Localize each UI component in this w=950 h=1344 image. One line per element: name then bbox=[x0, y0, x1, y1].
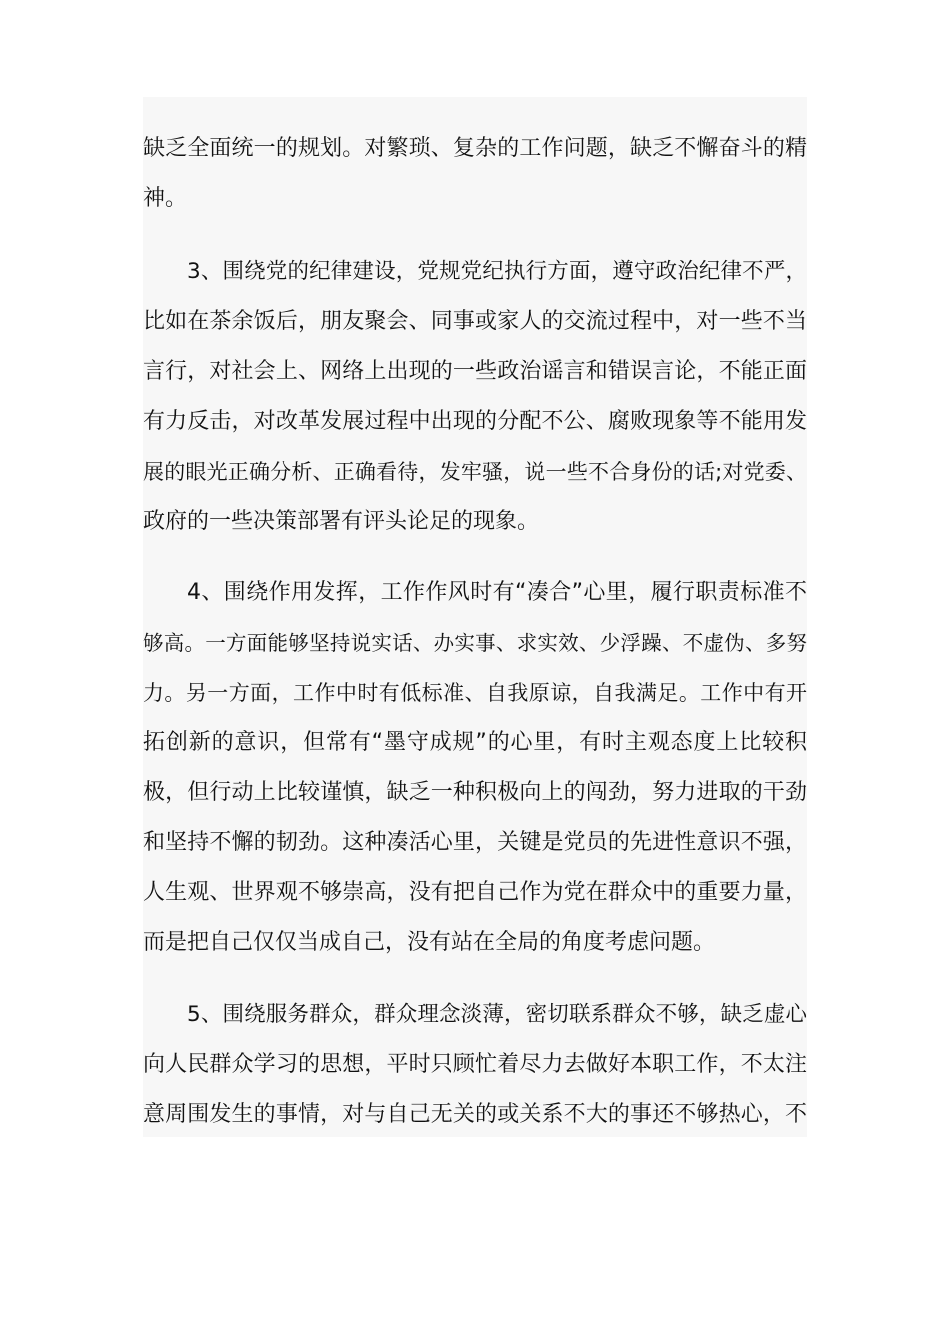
text-line: 而是把自己仅仅当成自己，没有站在全局的角度考虑问题。 bbox=[143, 930, 716, 955]
text-line: 人生观、世界观不够崇高，没有把自己作为党在群众中的重要力量， bbox=[143, 880, 807, 905]
text-line: 神。 bbox=[143, 186, 188, 211]
text-line: 5、围绕服务群众，群众理念淡薄，密切联系群众不够，缺乏虚心 bbox=[187, 1002, 807, 1027]
text-line: 极，但行动上比较谨慎，缺乏一种积极向上的闯劲，努力进取的干劲 bbox=[143, 780, 807, 805]
text-line: 言行，对社会上、网络上出现的一些政治谣言和错误言论，不能正面 bbox=[143, 359, 807, 384]
text-line: 有力反击，对改革发展过程中出现的分配不公、腐败现象等不能用发 bbox=[143, 409, 807, 434]
text-line: 比如在茶余饭后，朋友聚会、同事或家人的交流过程中，对一些不当 bbox=[143, 309, 807, 334]
text-line: 政府的一些决策部署有评头论足的现象。 bbox=[143, 509, 540, 534]
document-text-block bbox=[143, 97, 807, 1137]
text-line: 意周围发生的事情，对与自己无关的或关系不大的事还不够热心，不 bbox=[143, 1102, 807, 1127]
text-line: 拓创新的意识，但常有“墨守成规”的心里，有时主观态度上比较积 bbox=[143, 730, 807, 755]
text-line: 和坚持不懈的韧劲。这种凑活心里，关键是党员的先进性意识不强， bbox=[143, 830, 807, 855]
text-line: 向人民群众学习的思想，平时只顾忙着尽力去做好本职工作，不太注 bbox=[143, 1052, 807, 1077]
text-line: 缺乏全面统一的规划。对繁琐、复杂的工作问题，缺乏不懈奋斗的精 bbox=[143, 136, 807, 161]
text-line: 3、围绕党的纪律建设，党规党纪执行方面，遵守政治纪律不严， bbox=[187, 259, 807, 284]
text-line: 够高。一方面能够坚持说实话、办实事、求实效、少浮躁、不虚伪、多努 bbox=[143, 631, 807, 655]
text-line: 展的眼光正确分析、正确看待，发牢骚，说一些不合身份的话;对党委、 bbox=[143, 460, 807, 484]
text-line: 4、围绕作用发挥，工作作风时有“凑合”心里，履行职责标准不 bbox=[187, 580, 807, 605]
text-line: 力。另一方面，工作中时有低标准、自我原谅，自我满足。工作中有开 bbox=[143, 681, 807, 705]
